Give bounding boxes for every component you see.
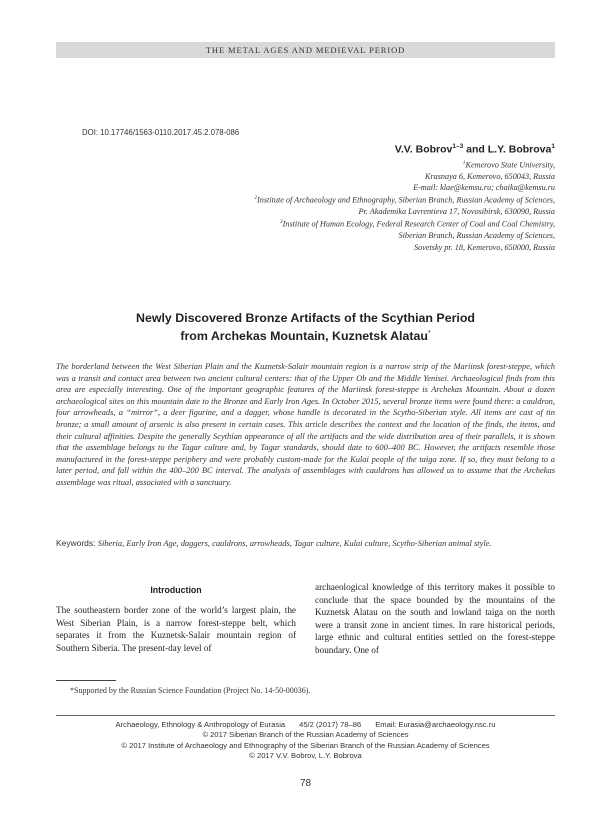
affiliation-line: $^3$Institute of Human Ecology, Federal Research Center of Coal and Coal Chemistry, <box>279 219 555 230</box>
funding-footnote-marker: * <box>427 330 431 337</box>
journal-issue: 45/2 (2017) 78–86 <box>299 720 362 729</box>
copyright-line: © 2017 Institute of Archaeology and Ethnography of the Siberian Branch of the Russian Academy of Sciences <box>121 740 490 750</box>
copyright-line: © 2017 V.V. Bobrov, L.Y. Bobrova <box>249 751 362 761</box>
body-column-right: archaeological knowledge of this territory makes it possible to conclude that the space bounded by the mountains of the Kuznetsk Alatau on the south and lowland taiga on the north were a transit zone in ancient times. In rare historical periods, large ethnic and cultural entities settled on the forest-steppe boundary. One of <box>315 582 555 655</box>
keywords-list: Siberia, Early Iron Age, daggers, cauldrons, arrowheads, Tagar culture, Kulai culture, Scytho-Siberian animal style. <box>97 538 492 548</box>
abstract: The borderland between the West Siberian Plain and the Kuznetsk-Salair mountain region is a narrow strip of the Mariinsk forest-steppe, which was a transit and contact area between two ancient cultural centers: that of the Upper Ob and the Middle Yenisei. Archaeological finds from this area are especially interesting. One of the important geographic features of the Mariinsk forest-steppe is Archekas Mountain. About a dozen archaeological sites on this mountain date to the Bronze and Early Iron Ages. In October 2015, several bronze items were found there: a cauldron, four arrowheads, a “mirror”, a deer figurine, and a dagger, whose handle is decorated in the Scytho-Siberian style. All items are cast of tin bronze; a small amount of arsenic is also present in certain cases. This article describes the context and the location of the finds, the items, and their cultural affinities. Despite the generally Scythian appearance of all the artifacts and the wide distribution area of their parallels, it is shown that the assemblage belongs to the Tagar culture and, by Tagar standards, should date to 600–400 BC. However, the artifacts resemble those manufactured in the forest-steppe periphery and were probably custom-made for the Kulai people of the taiga zone. If so, they must belong to a later period, and fall within the 400–200 BC interval. The analysis of assemblages with cauldrons has allowed us to assume that the Archekas assemblage was ritual, associated with a sanctuary. <box>56 361 555 487</box>
section-heading-introduction: Introduction <box>150 585 202 595</box>
page-number: 78 <box>299 778 312 789</box>
author-affiliation-sup: 1–3 <box>452 143 464 150</box>
running-title: THE METAL AGES AND MEDIEVAL PERIOD <box>205 45 406 55</box>
affiliation-line: Krasnaya 6, Kemerovo, 650043, Russia <box>424 171 555 181</box>
title-line-1: Newly Discovered Bronze Artifacts of the Scythian Period <box>136 311 475 325</box>
copyright-line: © 2017 Siberian Branch of the Russian Academy of Sciences <box>202 730 409 740</box>
affiliations <box>135 158 555 253</box>
affiliation-line: Sovetsky pr. 18, Kemerovo, 650000, Russia <box>414 242 555 252</box>
author-name: V.V. Bobrov <box>394 143 453 156</box>
affiliation-line: Siberian Branch, Russian Academy of Sciences, <box>398 231 555 241</box>
article-title <box>56 310 555 344</box>
authors <box>395 143 555 156</box>
affiliation-line: $^2$Institute of Archaeology and Ethnography, Siberian Branch, Russian Academy of Sciences, <box>254 195 555 206</box>
body-column-left: The southeastern border zone of the world’s largest plain, the West Siberian Plain, is a narrow forest-steppe belt, which separates it from the Kuznetsk-Salair mountain region of Southern Siberia. The present-day level of <box>56 605 296 653</box>
page-footer <box>56 720 555 762</box>
affiliation-line: Pr. Akademika Lavrentieva 17, Novosibirsk, 630090, Russia <box>358 207 555 217</box>
footer-journal-line <box>56 720 555 730</box>
author-connector: and <box>463 143 488 156</box>
footnote-divider <box>56 680 116 681</box>
affiliation-email: E-mail: klae@kemsu.ru; chaika@kemsu.ru <box>413 183 555 193</box>
doi: DOI: 10.17746/1563-0110.2017.45.2.078-086 <box>82 128 240 137</box>
author-affiliation-sup: 1 <box>551 143 555 150</box>
journal-name: Archaeology, Ethnology & Anthropology of Eurasia <box>115 720 286 729</box>
author-name: L.Y. Bobrova <box>487 143 552 156</box>
title-line-2: from Archekas Mountain, Kuznetsk Alatau* <box>180 329 431 344</box>
footer-divider <box>56 715 555 716</box>
keywords <box>56 538 555 550</box>
funding-footnote: *Supported by the Russian Science Foundation (Project No. 14-50-00036). <box>70 686 311 695</box>
affiliation-line: $^1$Kemerovo State University, <box>462 160 555 170</box>
journal-email: Email: Eurasia@archaeology.nsc.ru <box>375 720 496 729</box>
running-header <box>56 42 555 58</box>
keywords-label: Keywords: <box>56 538 98 548</box>
